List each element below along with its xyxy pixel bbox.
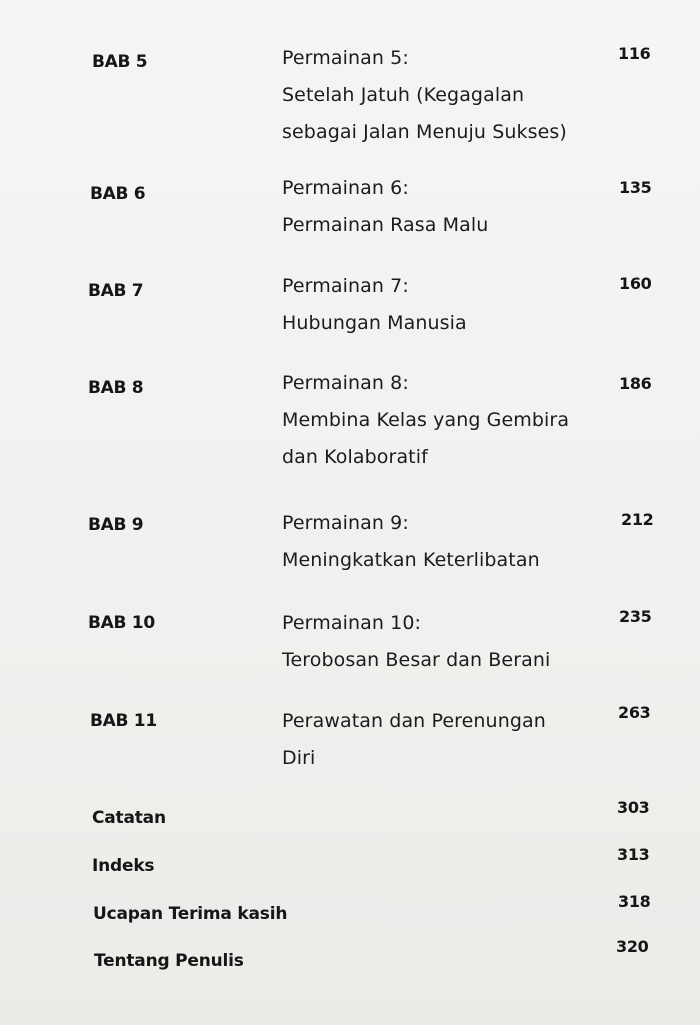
chapter-title: [282, 268, 612, 342]
chapter-title-line: Setelah Jatuh (Kegagalan: [282, 84, 525, 106]
page-number: 235: [619, 607, 652, 626]
page-number: 186: [619, 374, 652, 393]
chapter-title-line: Meningkatkan Keterlibatan: [282, 549, 540, 571]
chapter-title-line: Permainan 5:: [282, 47, 409, 69]
chapter-title-line: Diri: [282, 747, 316, 769]
chapter-label: BAB 5: [92, 52, 148, 72]
chapter-title-line: Permainan 7:: [282, 275, 409, 297]
chapter-title-line: Permainan 6:: [282, 177, 409, 199]
page-number: 263: [618, 703, 651, 722]
page-number: 320: [616, 937, 649, 956]
back-matter-label: Indeks: [92, 856, 155, 876]
chapter-label: BAB 8: [88, 378, 144, 398]
chapter-title-line: dan Kolaboratif: [282, 446, 428, 468]
chapter-label: BAB 10: [88, 613, 155, 633]
chapter-title-line: Permainan Rasa Malu: [282, 214, 489, 236]
page-number: 303: [617, 798, 650, 817]
back-matter-label: Tentang Penulis: [94, 951, 244, 971]
page-number: 313: [617, 845, 650, 864]
chapter-title: [282, 365, 612, 476]
chapter-label: BAB 7: [88, 281, 144, 301]
chapter-title-line: Membina Kelas yang Gembira: [282, 409, 570, 431]
chapter-title-line: sebagai Jalan Menuju Sukses): [282, 121, 567, 143]
page-number: 212: [621, 510, 654, 529]
chapter-title-line: Hubungan Manusia: [282, 312, 467, 334]
page-number: 116: [618, 44, 651, 63]
chapter-title: [282, 505, 612, 579]
chapter-title-line: Permainan 10:: [282, 612, 422, 634]
chapter-title: [282, 170, 612, 244]
chapter-title-line: Permainan 9:: [282, 512, 409, 534]
page-number: 160: [619, 274, 652, 293]
chapter-title-line: Perawatan dan Perenungan: [282, 710, 546, 732]
back-matter-label: Ucapan Terima kasih: [93, 904, 288, 924]
chapter-title: [282, 40, 612, 151]
chapter-title: [282, 703, 612, 777]
chapter-label: BAB 9: [88, 515, 144, 535]
chapter-title-line: Terobosan Besar dan Berani: [282, 649, 551, 671]
page-number: 135: [619, 178, 652, 197]
page-number: 318: [618, 892, 651, 911]
back-matter-label: Catatan: [92, 808, 166, 828]
chapter-title: [282, 605, 612, 679]
chapter-label: BAB 6: [90, 184, 146, 204]
chapter-label: BAB 11: [90, 711, 157, 731]
chapter-title-line: Permainan 8:: [282, 372, 409, 394]
